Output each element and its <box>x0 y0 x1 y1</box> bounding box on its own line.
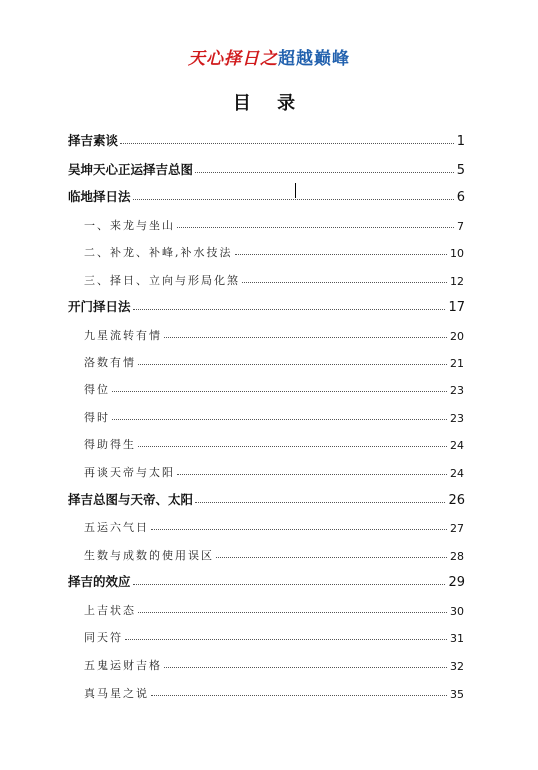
toc-section-entry[interactable] <box>84 211 464 233</box>
toc-entry-page-number: 10 <box>450 247 464 260</box>
toc-entry-page-number: 31 <box>450 632 464 645</box>
toc-entry-label: 得助得生 <box>84 438 136 451</box>
toc-section-entry[interactable] <box>84 403 464 425</box>
toc-entry-page-number: 5 <box>456 163 465 178</box>
toc-entry-label: 二、补龙、补峰,补水技法 <box>84 246 233 259</box>
toc-section-entry[interactable] <box>84 513 464 535</box>
document-title-red-part: 天心择日之 <box>188 49 278 69</box>
toc-entry-label: 三、择日、立向与形局化煞 <box>84 274 240 287</box>
toc-heading: 目 录 <box>232 93 306 114</box>
toc-dot-leader <box>164 336 447 338</box>
toc-entry-page-number: 29 <box>448 575 465 590</box>
toc-dot-leader <box>125 638 447 640</box>
toc-entry-page-number: 30 <box>450 605 464 618</box>
toc-dot-leader <box>112 390 447 392</box>
toc-entry-label: 开门择日法 <box>68 299 131 314</box>
toc-dot-leader <box>177 473 447 475</box>
toc-entry-label: 择吉素谈 <box>68 133 119 148</box>
toc-dot-leader <box>195 171 454 173</box>
document-title-blue-part: 超越巅峰 <box>278 49 350 69</box>
toc-entry-label: 九星流转有情 <box>84 329 162 342</box>
toc-section-entry[interactable] <box>84 348 464 370</box>
toc-entry-label: 临地择日法 <box>68 189 131 204</box>
toc-chapter-entry[interactable] <box>68 293 465 315</box>
toc-dot-leader <box>138 445 447 447</box>
toc-entry-label: 五鬼运财吉格 <box>84 659 162 672</box>
toc-section-entry[interactable] <box>84 541 464 563</box>
toc-entry-page-number: 28 <box>450 550 464 563</box>
toc-entry-page-number: 1 <box>456 134 465 149</box>
toc-entry-label: 择吉的效应 <box>68 574 131 589</box>
toc-dot-leader <box>177 226 454 228</box>
toc-section-entry[interactable] <box>84 679 464 701</box>
toc-dot-leader <box>195 501 445 503</box>
toc-entry-page-number: 24 <box>450 439 464 452</box>
toc-dot-leader <box>242 281 447 283</box>
toc-entry-page-number: 6 <box>456 190 465 205</box>
toc-dot-leader <box>120 142 454 144</box>
toc-section-entry[interactable] <box>84 238 464 260</box>
toc-dot-leader <box>235 253 448 255</box>
toc-dot-leader <box>216 556 447 558</box>
toc-entry-label: 五运六气日 <box>84 521 149 534</box>
toc-entry-page-number: 20 <box>450 330 464 343</box>
text-cursor <box>295 183 296 198</box>
toc-entry-page-number: 23 <box>450 412 464 425</box>
toc-section-entry[interactable] <box>84 651 464 673</box>
toc-entry-page-number: 23 <box>450 384 464 397</box>
toc-chapter-entry[interactable] <box>68 568 465 590</box>
toc-dot-leader <box>133 583 446 585</box>
toc-entry-label: 生数与成数的使用误区 <box>84 549 214 562</box>
toc-dot-leader <box>112 418 447 420</box>
toc-section-entry[interactable] <box>84 321 464 343</box>
toc-dot-leader <box>133 308 446 310</box>
toc-entry-label: 得位 <box>84 383 110 396</box>
toc-section-entry[interactable] <box>84 596 464 618</box>
toc-dot-leader <box>164 666 447 668</box>
toc-entry-label: 吴坤天心正运择吉总图 <box>68 162 194 177</box>
toc-entry-label: 上吉状态 <box>84 604 136 617</box>
toc-entry-page-number: 26 <box>448 493 465 508</box>
toc-entry-label: 择吉总图与天帝、太阳 <box>68 492 194 507</box>
toc-entry-page-number: 17 <box>448 300 465 315</box>
toc-section-entry[interactable] <box>84 266 464 288</box>
toc-entry-label: 一、来龙与坐山 <box>84 219 175 232</box>
toc-dot-leader <box>151 528 447 530</box>
toc-dot-leader <box>133 198 454 200</box>
toc-section-entry[interactable] <box>84 375 464 397</box>
toc-dot-leader <box>138 363 447 365</box>
toc-entry-page-number: 21 <box>450 357 464 370</box>
toc-entry-page-number: 12 <box>450 275 464 288</box>
toc-section-entry[interactable] <box>84 430 464 452</box>
toc-entry-label: 同天符 <box>84 631 123 644</box>
toc-section-entry[interactable] <box>84 623 464 645</box>
toc-chapter-entry[interactable] <box>68 127 465 149</box>
toc-entry-page-number: 32 <box>450 660 464 673</box>
toc-entry-page-number: 24 <box>450 467 464 480</box>
toc-chapter-entry[interactable] <box>68 156 465 178</box>
toc-entry-label: 再谈天帝与太阳 <box>84 466 175 479</box>
toc-dot-leader <box>151 694 447 696</box>
toc-section-entry[interactable] <box>84 458 464 480</box>
toc-chapter-entry[interactable] <box>68 486 465 508</box>
toc-entry-page-number: 35 <box>450 688 464 701</box>
toc-entry-page-number: 27 <box>450 522 464 535</box>
toc-entry-label: 得时 <box>84 411 110 424</box>
toc-chapter-entry[interactable] <box>68 183 465 205</box>
toc-entry-label: 洛数有情 <box>84 356 136 369</box>
toc-dot-leader <box>138 611 447 613</box>
toc-entry-page-number: 7 <box>457 220 464 233</box>
toc-entry-label: 真马星之说 <box>84 687 149 700</box>
